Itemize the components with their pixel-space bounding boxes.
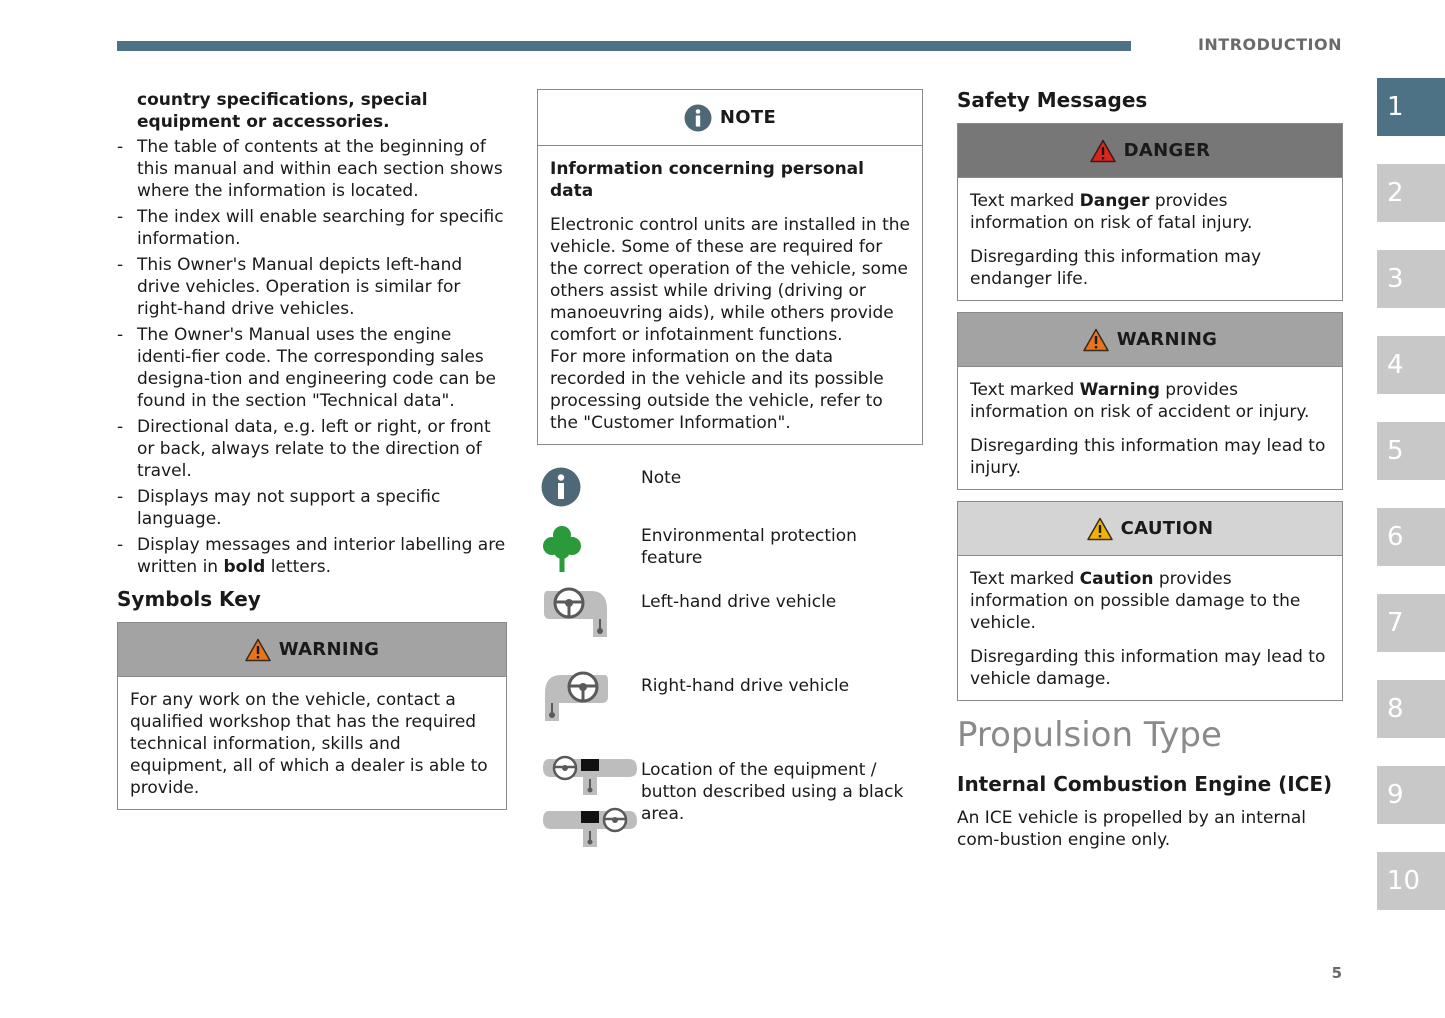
warning-label: WARNING: [278, 638, 380, 660]
note-paragraph: Electronic control units are installed in the vehicle. Some of these are required for the correct operation of the vehicle, some others assist while driving (driving or manoeuvring aids), while others provide comfort or infotainment functions.: [550, 215, 910, 345]
section-title: INTRODUCTION: [1197, 35, 1342, 54]
symbol-label: Note: [641, 468, 682, 488]
left-hand-drive-icon: [541, 585, 611, 641]
warning-triangle-icon: [245, 638, 271, 662]
note-box: [537, 89, 923, 445]
list-item: - The Owner's Manual uses the engine identi-fier code. The corresponding sales designa-tion and engineering code can be found in the section "Technical data".: [117, 324, 507, 412]
caution-text: Text marked Caution provides information on possible damage to the vehicle.: [970, 569, 1301, 633]
warning-box: [957, 312, 1343, 490]
warning-triangle-icon: [1083, 328, 1109, 352]
chapter-tab-8[interactable]: 8: [1377, 680, 1445, 738]
symbol-label: Environmental protection feature: [641, 526, 857, 568]
chapter-tab-9[interactable]: 9: [1377, 766, 1445, 824]
caution-triangle-icon: [1087, 517, 1113, 541]
chapter-tab-2[interactable]: 2: [1377, 164, 1445, 222]
chapter-tab-7[interactable]: 7: [1377, 594, 1445, 652]
danger-text-2: Disregarding this information may endanger life.: [970, 247, 1262, 289]
list-item: - Directional data, e.g. left or right, or front or back, always relate to the direction of travel.: [117, 416, 507, 482]
column-right: [957, 89, 1343, 851]
note-heading: Information concerning personal data: [550, 159, 864, 201]
info-list: [117, 136, 507, 578]
chapter-tab-6[interactable]: 6: [1377, 508, 1445, 566]
info-icon: [684, 104, 712, 132]
warning-label: WARNING: [1116, 328, 1218, 350]
list-item: - This Owner's Manual depicts left-hand drive vehicles. Operation is similar for right-hand drive vehicles.: [117, 254, 507, 320]
warning-text: Text marked Warning provides information on risk of accident or injury.: [970, 380, 1310, 422]
danger-triangle-icon: [1090, 139, 1116, 163]
safety-messages-heading: Safety Messages: [957, 88, 1148, 112]
info-icon: [541, 467, 581, 507]
danger-text: Text marked Danger provides information on risk of fatal injury.: [970, 191, 1253, 233]
warning-box-body: [118, 677, 506, 809]
warning-text-2: Disregarding this information may lead to injury.: [970, 436, 1326, 478]
header-bar: [117, 41, 1131, 51]
column-middle: [537, 89, 923, 824]
list-item: - Display messages and interior labelling are written in bold letters.: [117, 534, 507, 578]
warning-text: For any work on the vehicle, contact a qualified workshop that has the required technical information, skills and equipment, all of which a dealer is able to provide.: [130, 690, 488, 798]
danger-box: [957, 123, 1343, 301]
warning-box-body: [958, 367, 1342, 489]
warning-box: [117, 622, 507, 810]
symbol-label: Left-hand drive vehicle: [641, 592, 837, 612]
ice-text: An ICE vehicle is propelled by an internal com-bustion engine only.: [957, 808, 1307, 850]
ice-heading: Internal Combustion Engine (ICE): [957, 772, 1333, 796]
column-left: [117, 89, 507, 810]
lead-bold-text: country specifications, special equipment or accessories.: [137, 90, 428, 132]
note-box-header: [538, 90, 922, 146]
clover-icon: [541, 525, 583, 573]
note-box-body: [538, 146, 922, 444]
list-item: - Displays may not support a specific language.: [117, 486, 507, 530]
caution-label: CAUTION: [1120, 517, 1214, 539]
symbol-label: Location of the equipment / button described using a black area.: [641, 760, 904, 824]
propulsion-type-title: Propulsion Type: [957, 715, 1222, 755]
chapter-tab-5[interactable]: 5: [1377, 422, 1445, 480]
list-item: - The index will enable searching for specific information.: [117, 206, 507, 250]
warning-box-header: [118, 623, 506, 677]
list-item: - The table of contents at the beginning of this manual and within each section shows where the information is located.: [117, 136, 507, 202]
chapter-tab-10[interactable]: 10: [1377, 852, 1445, 910]
note-label: NOTE: [719, 106, 777, 128]
caution-box: [957, 501, 1343, 701]
caution-box-header: [958, 502, 1342, 556]
warning-box-header: [958, 313, 1342, 367]
page-number: 5: [1331, 964, 1342, 982]
caution-text-2: Disregarding this information may lead to vehicle damage.: [970, 647, 1326, 689]
chapter-tab-4[interactable]: 4: [1377, 336, 1445, 394]
symbol-label: Right-hand drive vehicle: [641, 676, 850, 696]
equipment-location-icon: [541, 753, 639, 855]
danger-box-body: [958, 178, 1342, 300]
danger-box-header: [958, 124, 1342, 178]
symbols-key-heading: Symbols Key: [117, 587, 261, 611]
chapter-tab-1[interactable]: 1: [1377, 78, 1445, 136]
chapter-tab-3[interactable]: 3: [1377, 250, 1445, 308]
caution-box-body: [958, 556, 1342, 700]
danger-label: DANGER: [1123, 139, 1211, 161]
right-hand-drive-icon: [541, 669, 611, 725]
note-paragraph: For more information on the data recorded in the vehicle and its possible processing outside the vehicle, refer to the "Customer Information".: [550, 347, 884, 433]
